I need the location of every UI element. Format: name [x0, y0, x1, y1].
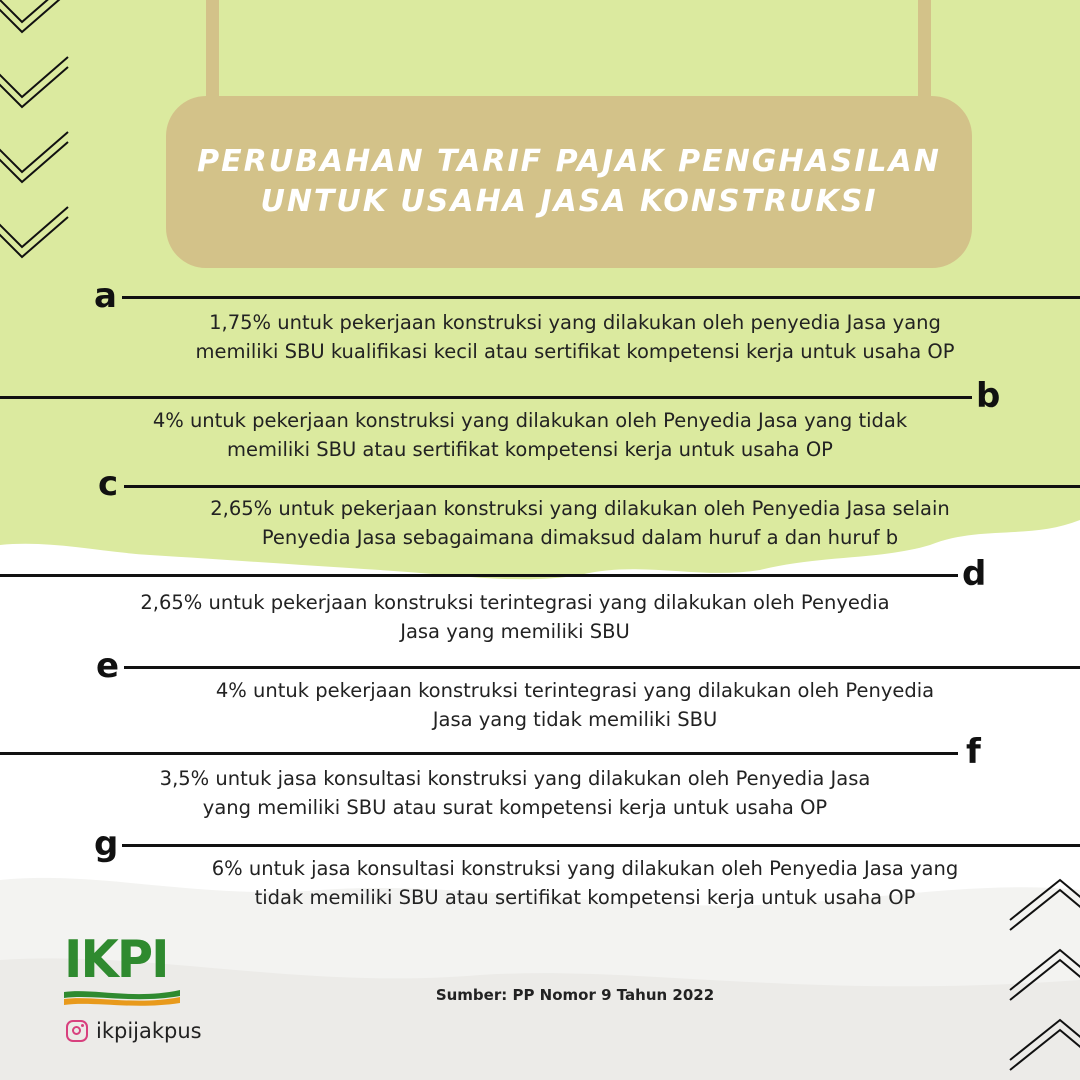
item-letter-g: g [94, 824, 119, 864]
item-a-line-2: memiliki SBU kualifikasi kecil atau sertifikat kompetensi kerja untuk usaha OP [195, 340, 955, 363]
item-g [130, 854, 1040, 912]
divider-c [124, 485, 1080, 488]
title-line-1: PERUBAHAN TARIF PAJAK PENGHASILAN [197, 144, 941, 179]
item-b-line-1: 4% untuk pekerjaan konstruksi yang dilakukan oleh Penyedia Jasa yang tidak [152, 409, 908, 432]
item-g-line-2: tidak memiliki SBU atau sertifikat kompetensi kerja untuk usaha OP [254, 886, 916, 909]
source-note: Sumber: PP Nomor 9 Tahun 2022 [435, 986, 715, 1004]
instagram-icon [66, 1020, 88, 1042]
item-e-line-2: Jasa yang tidak memiliki SBU [432, 708, 718, 731]
divider-e [124, 666, 1080, 669]
divider-a [122, 296, 1080, 299]
title-line-2: UNTUK USAHA JASA KONSTRUKSI [260, 184, 878, 219]
divider-f [0, 752, 958, 755]
item-letter-a: a [94, 276, 117, 316]
item-d [70, 588, 960, 646]
item-c [130, 494, 1030, 552]
item-f [80, 764, 950, 822]
logo-text: IKPI [64, 930, 168, 990]
item-letter-e: e [96, 646, 120, 686]
item-a [150, 308, 1000, 366]
ikpi-logo [64, 932, 186, 1010]
item-f-line-2: yang memiliki SBU atau surat kompetensi kerja untuk usaha OP [202, 796, 828, 819]
item-f-line-1: 3,5% untuk jasa konsultasi konstruksi yang dilakukan oleh Penyedia Jasa [159, 767, 871, 790]
item-letter-b: b [976, 376, 1001, 416]
item-d-line-2: Jasa yang memiliki SBU [400, 620, 630, 643]
logo-swoosh [64, 988, 180, 1006]
item-e-line-1: 4% untuk pekerjaan konstruksi terintegrasi yang dilakukan oleh Penyedia [215, 679, 935, 702]
title-sign [166, 96, 972, 268]
item-c-line-2: Penyedia Jasa sebagaimana dimaksud dalam huruf a dan huruf b [261, 526, 899, 549]
item-b-line-2: memiliki SBU atau sertifikat kompetensi kerja untuk usaha OP [227, 438, 833, 461]
item-e [130, 676, 1020, 734]
divider-d [0, 574, 958, 577]
instagram-handle[interactable] [66, 1019, 202, 1043]
item-letter-d: d [962, 554, 987, 594]
item-letter-f: f [966, 732, 981, 772]
divider-g [122, 844, 1080, 847]
item-c-line-1: 2,65% untuk pekerjaan konstruksi yang dilakukan oleh Penyedia Jasa selain [210, 497, 950, 520]
item-letter-c: c [98, 464, 119, 504]
divider-b [0, 396, 972, 399]
item-g-line-1: 6% untuk jasa konsultasi konstruksi yang dilakukan oleh Penyedia Jasa yang [211, 857, 959, 880]
instagram-handle-text: ikpijakpus [96, 1019, 202, 1043]
item-a-line-1: 1,75% untuk pekerjaan konstruksi yang dilakukan oleh penyedia Jasa yang [209, 311, 941, 334]
item-d-line-1: 2,65% untuk pekerjaan konstruksi terintegrasi yang dilakukan oleh Penyedia [140, 591, 890, 614]
sign-rope-right [918, 0, 931, 98]
sign-rope-left [206, 0, 219, 98]
item-b [80, 406, 980, 464]
